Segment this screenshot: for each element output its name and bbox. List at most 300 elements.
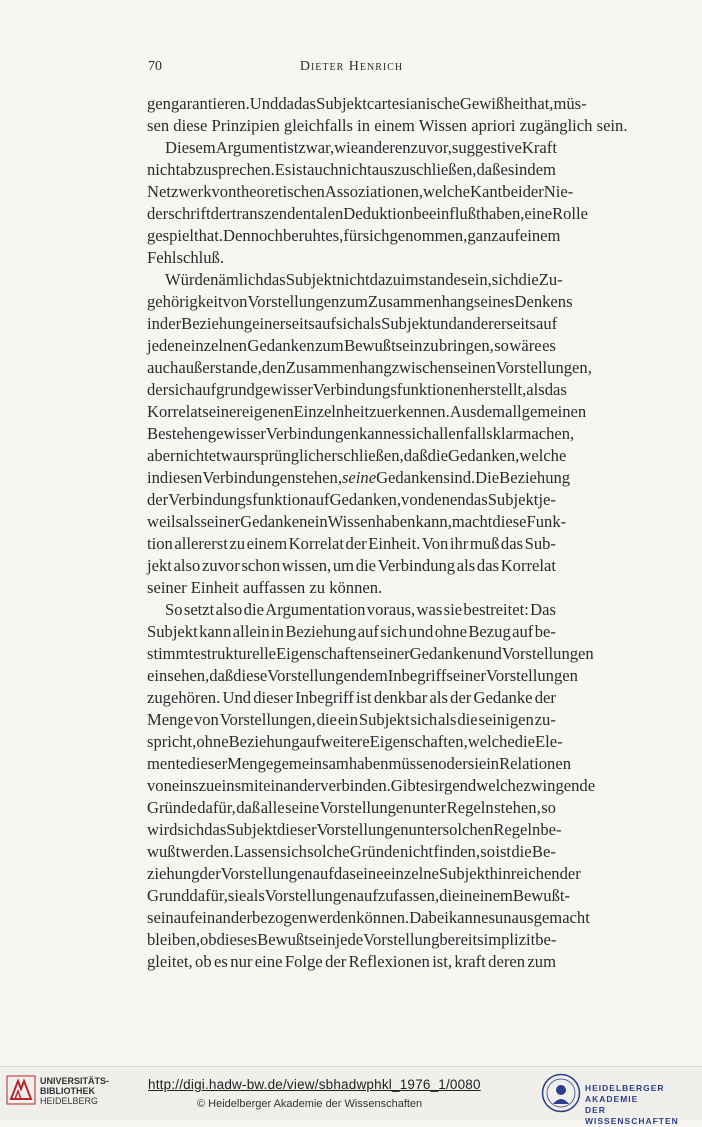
word: kann xyxy=(199,622,232,641)
word: Bewußtsein xyxy=(257,930,336,949)
word: miteinander xyxy=(241,776,321,795)
word: Gedanken xyxy=(376,468,444,487)
word: zu xyxy=(309,578,330,597)
word: Dennoch xyxy=(223,226,283,245)
word: auf xyxy=(299,732,321,751)
word: Zu- xyxy=(538,270,563,289)
word: Diesem xyxy=(165,138,216,157)
text-line xyxy=(147,665,578,687)
word: eins xyxy=(214,776,242,795)
word: kann xyxy=(448,908,482,927)
word: die xyxy=(511,842,532,861)
word: als xyxy=(438,710,457,729)
word: Subjekt xyxy=(147,622,198,641)
word: bereits xyxy=(439,930,484,949)
word: es, xyxy=(325,226,344,245)
word: sich xyxy=(280,842,307,861)
word: Gedanken xyxy=(247,336,315,355)
word: erschließen, xyxy=(323,446,404,465)
word: Wissen xyxy=(327,512,376,531)
word: Dabei xyxy=(409,908,449,927)
word: auszuschließen, xyxy=(371,160,477,179)
word: theoretischen xyxy=(236,182,325,201)
text-line xyxy=(147,885,571,907)
text-line xyxy=(147,709,556,731)
word: weitere xyxy=(320,732,370,751)
word: von xyxy=(401,490,426,509)
word: die xyxy=(457,710,478,729)
word: Vorstellungen, xyxy=(219,710,316,729)
word: zu xyxy=(422,336,439,355)
word: also xyxy=(215,600,243,619)
word: der xyxy=(159,314,182,333)
word: um xyxy=(332,556,355,575)
word: sich xyxy=(491,270,519,289)
text-line xyxy=(147,269,563,291)
text-line xyxy=(147,643,594,665)
word: so xyxy=(541,798,556,817)
word: erkennen. xyxy=(384,402,450,421)
word: kann xyxy=(358,424,392,443)
word: gemeinsam xyxy=(273,754,349,773)
word: Es xyxy=(274,160,292,179)
word: zu xyxy=(198,776,215,795)
word: Inbegriff xyxy=(295,688,354,707)
word: stehen, xyxy=(494,798,541,817)
word: es xyxy=(481,908,495,927)
word: Prinzipien xyxy=(211,116,284,135)
word: in xyxy=(271,622,284,641)
word: Beziehung xyxy=(499,468,571,487)
word: in xyxy=(357,116,375,135)
word: dem xyxy=(359,666,388,685)
word: Zusammenhang xyxy=(367,292,474,311)
word: dem xyxy=(527,160,556,179)
word: solche xyxy=(307,842,350,861)
word: von xyxy=(193,710,219,729)
word: Relationen xyxy=(499,754,571,773)
word: be- xyxy=(534,622,556,641)
word: zu- xyxy=(534,710,556,729)
word: auf xyxy=(314,314,336,333)
word: welche xyxy=(519,446,567,465)
word: beeinflußt xyxy=(413,204,481,223)
word: abzusprechen. xyxy=(180,160,275,179)
word: denkbar xyxy=(373,688,428,707)
word: Verbindungen xyxy=(202,468,296,487)
word: haben xyxy=(348,754,389,773)
word: zu xyxy=(369,402,385,421)
word: welche xyxy=(467,732,515,751)
word: Korrelat xyxy=(500,556,556,575)
text-line xyxy=(147,423,575,445)
word: sich xyxy=(177,820,205,839)
word: zum xyxy=(339,292,368,311)
word: sen xyxy=(147,116,174,135)
word: ein xyxy=(337,710,359,729)
word: zugehören. xyxy=(147,688,221,707)
word: bleiben, xyxy=(147,930,200,949)
word: tion xyxy=(147,534,173,553)
word: als xyxy=(526,380,545,399)
word: bringen, xyxy=(438,336,494,355)
word: gewisser xyxy=(254,380,313,399)
word: beruht xyxy=(282,226,326,245)
word: zwischen xyxy=(391,358,454,377)
word: diesen xyxy=(159,468,203,487)
word: dem xyxy=(476,402,506,421)
word: Vorstellungen xyxy=(220,864,313,883)
word: Netzwerk xyxy=(147,182,212,201)
word: Gründe xyxy=(147,798,197,817)
word: ziehung xyxy=(147,864,200,883)
word: für xyxy=(343,226,363,245)
word: je- xyxy=(538,490,556,509)
word: deren xyxy=(488,952,526,971)
word: ganz xyxy=(467,226,499,245)
viewer-footer xyxy=(0,1066,702,1126)
word: der xyxy=(534,688,556,707)
word: eigenen xyxy=(241,402,294,421)
word: auf xyxy=(312,864,334,883)
word: muß xyxy=(469,534,500,553)
word: diese xyxy=(173,116,212,135)
word: Grund xyxy=(147,886,190,905)
word: zu xyxy=(229,534,246,553)
word: sich xyxy=(405,424,432,443)
word: denen xyxy=(425,490,466,509)
word: schon xyxy=(241,556,281,575)
word: Lassen xyxy=(233,842,280,861)
word: wie xyxy=(334,138,359,157)
word: der xyxy=(450,688,472,707)
word: Zusammenhang xyxy=(285,358,392,377)
word: Gründe xyxy=(349,842,400,861)
word: macht xyxy=(451,512,493,531)
word: einzelne xyxy=(383,864,439,883)
word: aufgrund xyxy=(194,380,255,399)
word: cartesianische xyxy=(366,94,460,113)
word: Beziehung xyxy=(228,732,300,751)
word: zuvor xyxy=(201,556,240,575)
word: als xyxy=(182,512,201,531)
page-number: 70 xyxy=(148,59,162,74)
text-line xyxy=(147,863,581,885)
word: aufeinander xyxy=(173,908,253,927)
word: das xyxy=(476,556,500,575)
word: Bewußtsein xyxy=(344,336,423,355)
word: Die xyxy=(475,468,500,487)
word: Bezug xyxy=(468,622,511,641)
word: Subjekt xyxy=(358,710,410,729)
word: nur xyxy=(230,952,253,971)
word: eins xyxy=(171,776,199,795)
word: Vorstellungen xyxy=(264,886,357,905)
word: sie xyxy=(443,600,463,619)
academy-seal-icon xyxy=(541,1073,581,1113)
word: diese xyxy=(233,666,268,685)
word: Aus xyxy=(449,402,477,421)
word: unter xyxy=(412,798,447,817)
word: in xyxy=(486,754,500,773)
word: der xyxy=(210,204,232,223)
word: apriori xyxy=(471,116,520,135)
word: als xyxy=(456,556,476,575)
word: nämlich xyxy=(210,270,264,289)
word: werden xyxy=(307,908,357,927)
word: dieser xyxy=(277,820,317,839)
text-line xyxy=(147,159,556,181)
word: voraus, xyxy=(366,600,416,619)
word: in xyxy=(459,886,473,905)
text-line xyxy=(147,753,571,775)
word: Eigenschaften xyxy=(276,644,371,663)
word: Vorstellungen, xyxy=(495,358,592,377)
text-line xyxy=(147,335,556,357)
word: ursprünglich xyxy=(240,446,324,465)
word: die xyxy=(439,886,460,905)
word: Gedanken xyxy=(409,644,477,663)
word: eine xyxy=(254,952,283,971)
text-line xyxy=(147,93,587,115)
text-line xyxy=(147,467,571,489)
word: Vorstellungen xyxy=(319,798,412,817)
word: Einzelnheit xyxy=(293,402,370,421)
word: Subjekt xyxy=(487,490,539,509)
word: Gedanken, xyxy=(447,446,520,465)
word: Vorstellungen xyxy=(501,644,594,663)
word: da xyxy=(278,94,294,113)
text-line xyxy=(147,291,573,313)
word: wissen, xyxy=(281,556,332,575)
word: Subjekt xyxy=(381,314,432,333)
word: werden. xyxy=(180,842,234,861)
word: die xyxy=(355,556,376,575)
word: der xyxy=(325,952,347,971)
word: was xyxy=(416,600,443,619)
word: daß xyxy=(209,666,234,685)
word: jede xyxy=(335,930,364,949)
word: spricht, xyxy=(147,732,197,751)
word: in xyxy=(147,468,160,487)
library-name-line: UNIVERSITÄTS- xyxy=(40,1076,110,1086)
word: auffassen xyxy=(242,578,310,597)
word: ohne xyxy=(196,732,229,751)
word: das xyxy=(294,94,317,113)
word: die xyxy=(427,446,448,465)
word: ihr xyxy=(449,534,469,553)
text-line xyxy=(147,357,592,379)
word: der xyxy=(147,490,169,509)
word: derschrift xyxy=(147,204,211,223)
word: Subjekt xyxy=(438,864,490,883)
word: als xyxy=(362,314,382,333)
word: es xyxy=(500,160,515,179)
word: auf xyxy=(308,490,330,509)
word: haben xyxy=(375,512,416,531)
word: Einheit. xyxy=(368,534,421,553)
word: Korrelat xyxy=(147,402,203,421)
word: sein. xyxy=(596,116,628,135)
word: einerseits xyxy=(252,314,315,333)
word: auch xyxy=(147,358,179,377)
word: der xyxy=(345,534,367,553)
word: nicht xyxy=(336,270,370,289)
word: welche xyxy=(423,182,471,201)
word: Bewußt- xyxy=(512,886,571,905)
word: Gewißheit xyxy=(459,94,530,113)
word: alle xyxy=(260,798,285,817)
word: Beziehung xyxy=(285,622,357,641)
word: Subjekt xyxy=(226,820,277,839)
word: der xyxy=(522,182,544,201)
word: die xyxy=(243,600,264,619)
university-library-logo-icon xyxy=(6,1075,36,1105)
word: zwingende xyxy=(523,776,596,795)
word: seine xyxy=(285,798,320,817)
word: auf xyxy=(357,622,379,641)
word: stimmte xyxy=(147,644,201,663)
word: So xyxy=(165,600,183,619)
word: sich xyxy=(168,380,195,399)
word: be- xyxy=(535,930,557,949)
word: etwa xyxy=(208,446,241,465)
word: unausgemacht xyxy=(494,908,590,927)
word: es xyxy=(214,952,228,971)
word: herstellt, xyxy=(468,380,527,399)
word: ist xyxy=(291,160,308,179)
text-line xyxy=(147,401,587,423)
word: also xyxy=(173,556,201,575)
word: zuvor, xyxy=(410,138,452,157)
running-head: Dieter Henrich xyxy=(299,59,404,74)
text-line xyxy=(147,379,567,401)
word: dafür, xyxy=(189,886,228,905)
word: allererst xyxy=(174,534,228,553)
word: seiner xyxy=(147,578,191,597)
word: so xyxy=(480,842,496,861)
word: von xyxy=(222,292,248,311)
word: sich xyxy=(410,710,438,729)
word: stehen, xyxy=(295,468,342,487)
word: transzendentalen xyxy=(231,204,344,223)
word: be- xyxy=(540,820,562,839)
word: diese xyxy=(492,512,527,531)
word: Denkens xyxy=(514,292,573,311)
word: Rolle xyxy=(552,204,589,223)
word: dieser xyxy=(187,754,228,773)
word: eine xyxy=(355,864,384,883)
word: Wissen xyxy=(418,116,472,135)
word: kraft xyxy=(454,952,486,971)
word: ob xyxy=(200,930,217,949)
word: es xyxy=(420,776,435,795)
word: solchen xyxy=(442,820,494,839)
word: seiner xyxy=(446,666,487,685)
word: Verbindungen xyxy=(265,424,359,443)
word: anderen xyxy=(358,138,411,157)
word: ein xyxy=(307,512,328,531)
word: Gibt xyxy=(390,776,421,795)
text-line xyxy=(147,907,590,929)
text-line xyxy=(147,313,556,335)
word: Und xyxy=(249,94,279,113)
text-line xyxy=(147,225,561,247)
word: Reflexionen xyxy=(348,952,430,971)
word: setzt xyxy=(183,600,215,619)
word: zwar, xyxy=(298,138,335,157)
permalink-url[interactable]: http://digi.hadw-bw.de/view/sbhadwphkl_1976_1/0080 xyxy=(148,1077,481,1092)
word: ist, xyxy=(432,952,453,971)
word: einem xyxy=(472,886,513,905)
word: haben, xyxy=(480,204,525,223)
text-line xyxy=(147,731,563,753)
text-line xyxy=(147,489,556,511)
text-line xyxy=(147,511,567,533)
word: Vorstellungen xyxy=(316,820,409,839)
word: ist xyxy=(355,688,372,707)
word: wußt xyxy=(147,842,181,861)
word: sein xyxy=(147,908,174,927)
word: Das xyxy=(530,600,556,619)
word: in xyxy=(147,314,160,333)
word: seiner xyxy=(202,402,242,421)
word: Folge xyxy=(284,952,323,971)
academy-name-line: DER WISSENSCHAFTEN xyxy=(585,1105,679,1126)
academy-name-line: HEIDELBERGER AKADEMIE xyxy=(585,1083,665,1104)
word: finden, xyxy=(433,842,480,861)
word: das xyxy=(465,490,488,509)
word: einsehen, xyxy=(147,666,210,685)
word: können. xyxy=(356,908,410,927)
word: und xyxy=(476,644,502,663)
word: Menge xyxy=(227,754,274,773)
word: in xyxy=(514,160,528,179)
word: die xyxy=(518,270,539,289)
word: Subjekt xyxy=(316,94,367,113)
word: dieses xyxy=(216,930,258,949)
word: Gedanken, xyxy=(329,490,401,509)
text-line xyxy=(147,687,556,709)
word: als xyxy=(429,688,448,707)
word: garantieren. xyxy=(170,94,250,113)
word: Ele- xyxy=(535,732,563,751)
word: es xyxy=(391,424,406,443)
word: nicht xyxy=(147,160,181,179)
text-line xyxy=(147,203,589,225)
word: Nie- xyxy=(543,182,574,201)
word: Verbindung xyxy=(377,556,456,575)
word: müssen xyxy=(388,754,439,773)
word: hat. xyxy=(198,226,224,245)
word: sie xyxy=(467,754,487,773)
word: bei xyxy=(502,182,523,201)
copyright-notice: © Heidelberger Akademie der Wissenschaften xyxy=(197,1098,423,1110)
word: so xyxy=(494,336,509,355)
word: seinen xyxy=(453,358,496,377)
text-line xyxy=(147,819,562,841)
word: müs- xyxy=(553,94,587,113)
word: ohne xyxy=(434,622,467,641)
word: einzelnen xyxy=(183,336,247,355)
text-line xyxy=(147,951,556,973)
word: allenfalls xyxy=(431,424,493,443)
word: Gedanken xyxy=(240,512,308,531)
word: Und xyxy=(222,688,252,707)
word: Eigenschaften, xyxy=(369,732,468,751)
word: seiner xyxy=(370,644,410,663)
word: Vorstellung xyxy=(363,930,440,949)
